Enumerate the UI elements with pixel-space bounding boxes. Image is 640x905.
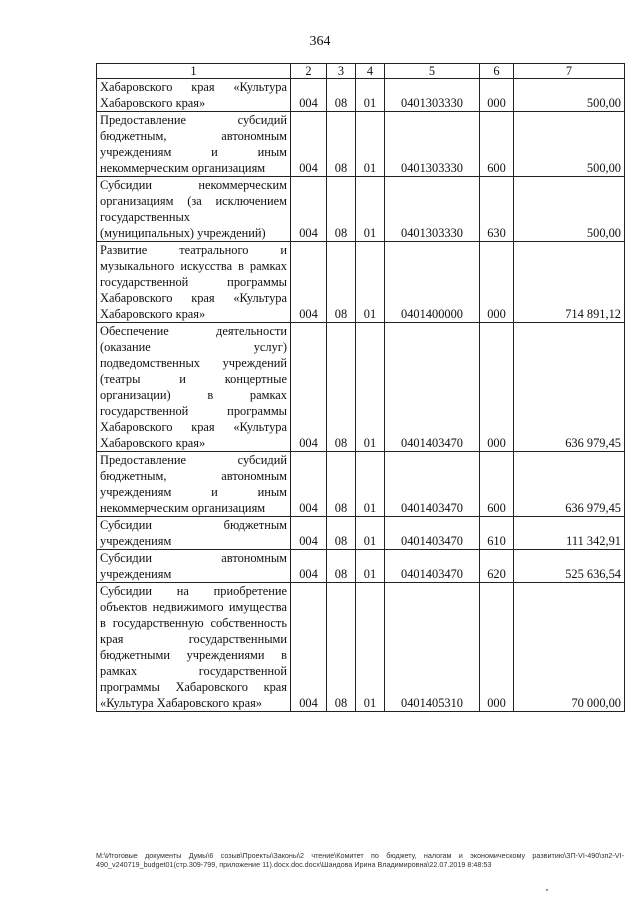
row-name-cell: Предоставление субсидий бюджетным, автономным учреждениям и иным некоммерческим организациям [97, 452, 291, 517]
row-name-cell: Субсидии некоммерческим организациям (за исключением государственных (муниципальных) учреждений) [97, 177, 291, 242]
code-cell: 0401303330 [385, 112, 480, 177]
budget-table [96, 63, 625, 712]
amount-cell: 525 636,54 [514, 550, 625, 583]
row-name-cell: Обеспечение деятельности (оказание услуг) подведомственных учреждений (театры и концертные организации) в рамках государственной программы Хабаровского края «Культура Хабаровского края» [97, 323, 291, 452]
code-cell: 0401405310 [385, 583, 480, 712]
page-number: 364 [309, 34, 331, 49]
code-cell: 08 [327, 583, 356, 712]
header-cell: 7 [514, 64, 625, 79]
code-cell: 08 [327, 177, 356, 242]
code-cell: 01 [356, 550, 385, 583]
amount-cell: 70 000,00 [514, 583, 625, 712]
code-cell: 08 [327, 550, 356, 583]
code-cell: 630 [480, 177, 514, 242]
code-cell: 08 [327, 242, 356, 323]
code-cell: 004 [291, 177, 327, 242]
amount-cell: 636 979,45 [514, 323, 625, 452]
document-path-footer: M:\Итоговые документы Думы\6 созыв\Проекты\Законы\2 чтение\Комитет по бюджету, налогам и экономическому развитию\ЗП-VI-490\зп2-VI-490_v240719_budget01(стр.309-799, приложение 11).docx.doc.docx\Шандова Ирина Владимировна\22.07.2019 8:48:53 [96, 851, 624, 869]
code-cell: 01 [356, 583, 385, 712]
table-row [97, 583, 625, 712]
table-row [97, 517, 625, 550]
table-row [97, 323, 625, 452]
code-cell: 004 [291, 452, 327, 517]
code-cell: 01 [356, 79, 385, 112]
row-name-cell: Хабаровского края «Культура Хабаровского края» [97, 79, 291, 112]
code-cell: 0401403470 [385, 323, 480, 452]
table-header-row [97, 64, 625, 79]
code-cell: 004 [291, 242, 327, 323]
code-cell: 610 [480, 517, 514, 550]
table-row [97, 112, 625, 177]
amount-cell: 111 342,91 [514, 517, 625, 550]
header-cell: 2 [291, 64, 327, 79]
code-cell: 0401403470 [385, 517, 480, 550]
header-cell: 3 [327, 64, 356, 79]
header-cell: 1 [97, 64, 291, 79]
code-cell: 000 [480, 323, 514, 452]
code-cell: 08 [327, 79, 356, 112]
code-cell: 600 [480, 452, 514, 517]
code-cell: 0401303330 [385, 177, 480, 242]
table-row [97, 177, 625, 242]
scan-speck [546, 889, 548, 891]
row-name-cell: Предоставление субсидий бюджетным, автономным учреждениям и иным некоммерческим организациям [97, 112, 291, 177]
code-cell: 01 [356, 452, 385, 517]
row-name-cell: Субсидии бюджетным учреждениям [97, 517, 291, 550]
code-cell: 0401303330 [385, 79, 480, 112]
amount-cell: 714 891,12 [514, 242, 625, 323]
code-cell: 01 [356, 177, 385, 242]
code-cell: 000 [480, 583, 514, 712]
row-name-cell: Развитие театрального и музыкального искусства в рамках государственной программы Хабаровского края «Культура Хабаровского края» [97, 242, 291, 323]
code-cell: 004 [291, 323, 327, 452]
code-cell: 01 [356, 517, 385, 550]
code-cell: 01 [356, 323, 385, 452]
code-cell: 004 [291, 550, 327, 583]
row-name-cell: Субсидии автономным учреждениям [97, 550, 291, 583]
table-row [97, 550, 625, 583]
amount-cell: 500,00 [514, 177, 625, 242]
code-cell: 620 [480, 550, 514, 583]
code-cell: 004 [291, 583, 327, 712]
header-cell: 5 [385, 64, 480, 79]
code-cell: 08 [327, 323, 356, 452]
code-cell: 004 [291, 517, 327, 550]
code-cell: 600 [480, 112, 514, 177]
code-cell: 08 [327, 517, 356, 550]
code-cell: 0401403470 [385, 452, 480, 517]
row-name-cell: Субсидии на приобретение объектов недвижимого имущества в государственную собственность края государственными бюджетными учреждениями в рамках государственной программы Хабаровского края «Культура Хабаровского края» [97, 583, 291, 712]
code-cell: 004 [291, 112, 327, 177]
code-cell: 004 [291, 79, 327, 112]
code-cell: 01 [356, 242, 385, 323]
amount-cell: 636 979,45 [514, 452, 625, 517]
code-cell: 000 [480, 79, 514, 112]
header-cell: 4 [356, 64, 385, 79]
header-cell: 6 [480, 64, 514, 79]
amount-cell: 500,00 [514, 112, 625, 177]
code-cell: 01 [356, 112, 385, 177]
code-cell: 000 [480, 242, 514, 323]
code-cell: 0401400000 [385, 242, 480, 323]
code-cell: 0401403470 [385, 550, 480, 583]
code-cell: 08 [327, 452, 356, 517]
code-cell: 08 [327, 112, 356, 177]
table-row [97, 242, 625, 323]
amount-cell: 500,00 [514, 79, 625, 112]
table-row [97, 79, 625, 112]
table-row [97, 452, 625, 517]
